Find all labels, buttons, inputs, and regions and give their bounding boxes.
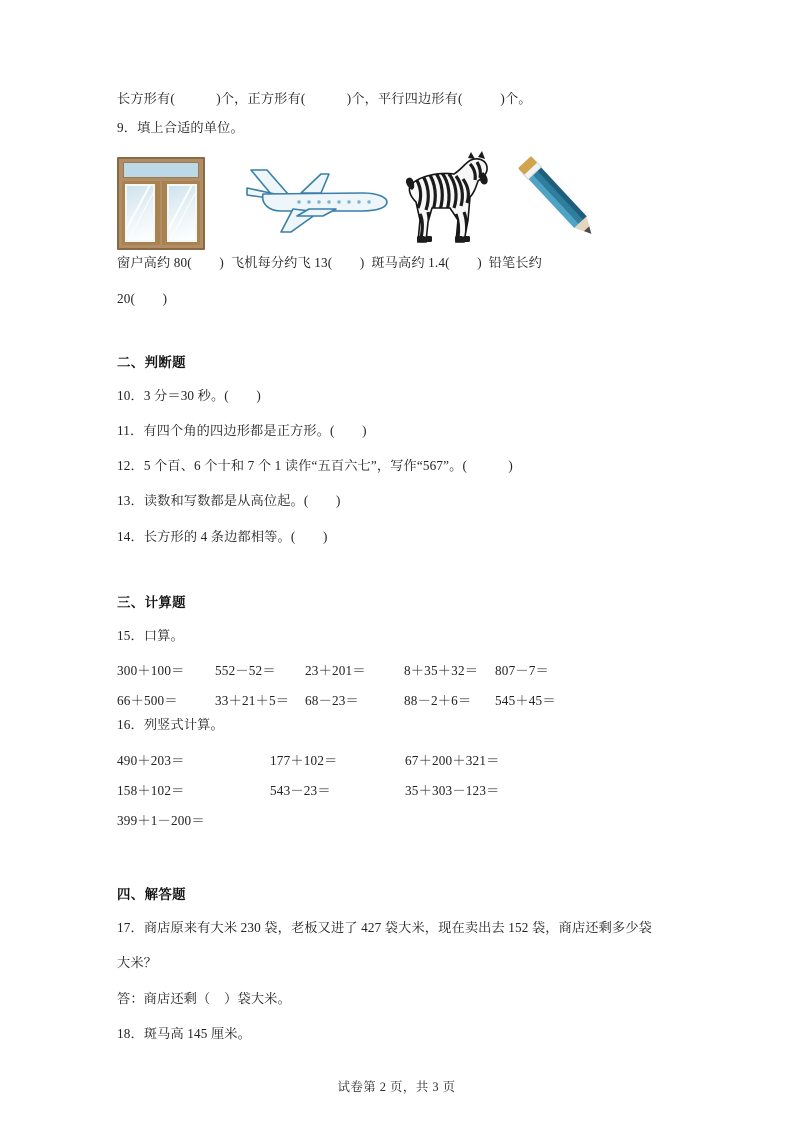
question-15-prompt: 15．口算。 bbox=[117, 627, 184, 643]
calc-item: 490＋203＝ bbox=[117, 753, 185, 769]
calc-item: 33＋21＋5＝ bbox=[215, 693, 290, 709]
window-sash-left bbox=[122, 181, 160, 245]
question-15-row-2 bbox=[117, 690, 677, 720]
calc-item: 177＋102＝ bbox=[270, 753, 338, 769]
calc-item: 66＋500＝ bbox=[117, 693, 178, 709]
calc-item: 8＋35＋32＝ bbox=[404, 663, 479, 679]
section-title-computation: 三、计算题 bbox=[117, 594, 186, 610]
question-10: 10．3 分＝30 秒。( ) bbox=[117, 387, 261, 403]
question-9-pictures bbox=[117, 150, 677, 250]
question-9-prompt: 9．填上合适的单位。 bbox=[117, 120, 244, 136]
window-illustration bbox=[117, 157, 205, 250]
question-18-line-1: 18．斑马高 145 厘米。 bbox=[117, 1025, 251, 1041]
question-12: 12．5 个百、6 个十和 7 个 1 读作“五百六七”，写作“567”。( ) bbox=[117, 458, 513, 474]
question-8-tail: 长方形有( )个，正方形有( )个，平行四边形有( )个。 bbox=[117, 91, 532, 106]
question-17-answer-line: 答：商店还剩（ ）袋大米。 bbox=[117, 990, 291, 1006]
calc-item: 23＋201＝ bbox=[305, 663, 366, 679]
section-title-word-problems: 四、解答题 bbox=[117, 887, 186, 903]
page-content bbox=[117, 92, 677, 1040]
question-16-prompt: 16．列竖式计算。 bbox=[117, 717, 224, 733]
window-glass-right bbox=[169, 186, 195, 240]
calc-item: 88－2＋6＝ bbox=[404, 693, 472, 709]
pencil-icon bbox=[515, 154, 607, 250]
question-16-row-3 bbox=[117, 810, 677, 840]
zebra-illustration bbox=[392, 150, 496, 250]
question-16-row-2 bbox=[117, 780, 677, 810]
airplane-icon bbox=[241, 164, 391, 236]
section-title-judgement: 二、判断题 bbox=[117, 354, 186, 370]
calc-item: 67＋200＋321＝ bbox=[405, 753, 500, 769]
question-16-row-1 bbox=[117, 750, 677, 780]
calc-item: 545＋45＝ bbox=[495, 693, 556, 709]
calc-item: 158＋102＝ bbox=[117, 783, 185, 799]
question-17-line-1: 17．商店原来有大米 230 袋，老板又进了 427 袋大米，现在卖出去 152 袋，商店还剩多少袋 bbox=[117, 920, 652, 936]
question-15-row-1 bbox=[117, 660, 677, 690]
zebra-icon bbox=[392, 150, 496, 250]
window-sash-right bbox=[162, 181, 200, 245]
calc-item: 807－7＝ bbox=[495, 663, 549, 679]
window-transom bbox=[123, 162, 199, 178]
question-9-units-line-1: 窗户高约 80( ) 飞机每分约飞 13( ) 斑马高约 1.4( ) 铅笔长约 bbox=[117, 255, 542, 271]
window-sashes bbox=[122, 181, 200, 245]
question-13: 13．读数和写数都是从高位起。( ) bbox=[117, 493, 341, 509]
pencil-illustration bbox=[515, 154, 607, 250]
calc-item: 399＋1－200＝ bbox=[117, 813, 205, 829]
page-footer: 试卷第 2 页，共 3 页 bbox=[337, 1080, 456, 1094]
window-glass-left bbox=[127, 186, 153, 240]
airplane-illustration bbox=[241, 164, 391, 236]
calc-item: 552－52＝ bbox=[215, 663, 276, 679]
question-9-units-line-2: 20( ) bbox=[117, 290, 168, 306]
calc-item: 300＋100＝ bbox=[117, 663, 185, 679]
question-17-line-2: 大米？ bbox=[117, 955, 158, 971]
question-14: 14．长方形的 4 条边都相等。( ) bbox=[117, 528, 328, 544]
calc-item: 543－23＝ bbox=[270, 783, 331, 799]
question-11: 11．有四个角的四边形都是正方形。( ) bbox=[117, 423, 367, 439]
calc-item: 35＋303－123＝ bbox=[405, 783, 500, 799]
calc-item: 68－23＝ bbox=[305, 693, 359, 709]
